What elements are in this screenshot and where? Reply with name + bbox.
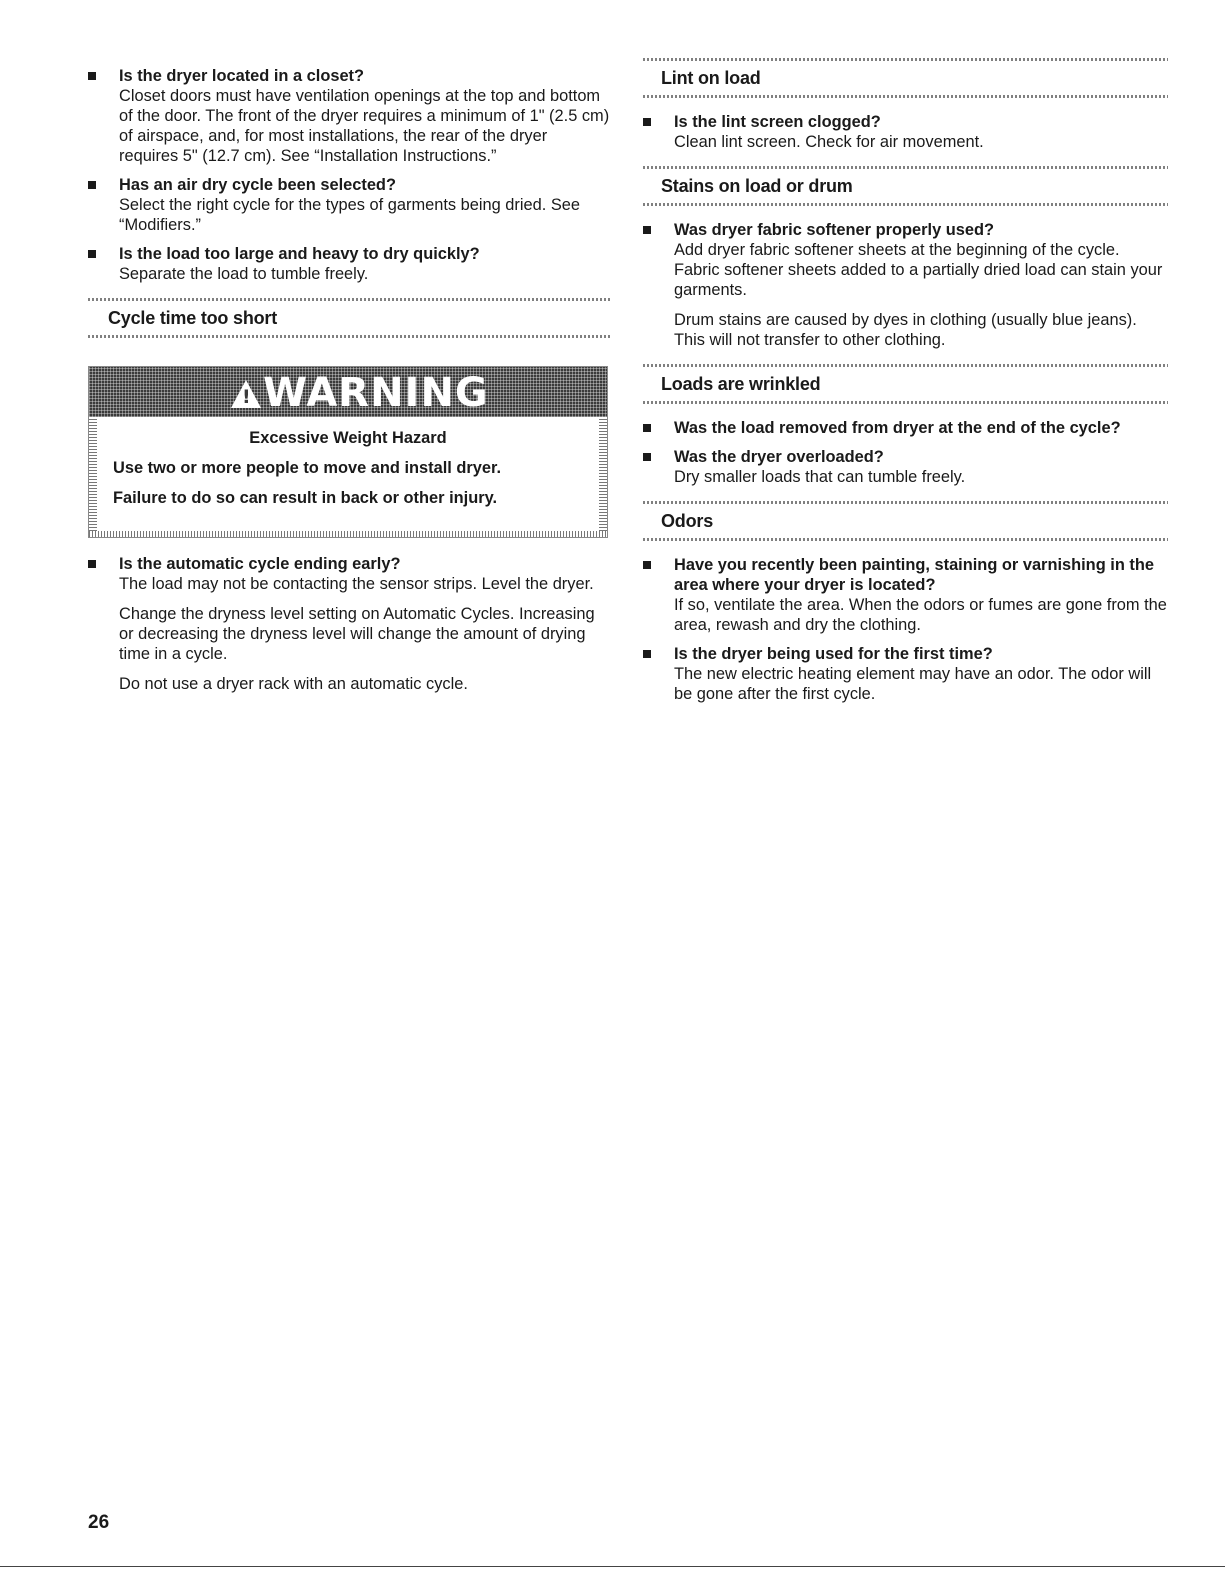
list-item: [643, 220, 1168, 350]
dotted-rule: [643, 58, 1168, 61]
list-item: [643, 555, 1168, 635]
bullet-icon: [643, 453, 651, 461]
dotted-rule: [88, 298, 610, 301]
answer: If so, ventilate the area. When the odors or fumes are gone from the area, rewash and dry the clothing.: [674, 596, 1167, 634]
warning-border-pattern: [599, 417, 607, 531]
answer: Change the dryness level setting on Automatic Cycles. Increasing or decreasing the dryness level will change the amount of drying time in a cycle.: [119, 605, 595, 663]
section-title: Odors: [661, 511, 714, 531]
bullet-icon: [643, 650, 651, 658]
warning-word: WARNING: [263, 370, 489, 416]
question: Was dryer fabric softener properly used?: [674, 221, 995, 239]
dotted-rule: [643, 538, 1168, 541]
bullet-icon: [88, 250, 96, 258]
section-header: [643, 166, 1168, 206]
dotted-rule: [643, 166, 1168, 169]
answer: Dry smaller loads that can tumble freely.: [674, 468, 966, 486]
list-item: [643, 418, 1168, 438]
bullet-icon: [88, 72, 96, 80]
answer: Do not use a dryer rack with an automatic cycle.: [119, 675, 468, 693]
list-item: [88, 66, 610, 166]
warning-border-pattern: [89, 531, 607, 537]
section-title: Lint on load: [661, 68, 761, 88]
list-item: [643, 112, 1168, 152]
answer: Separate the load to tumble freely.: [119, 265, 369, 283]
list-item: [88, 554, 610, 694]
warning-border-pattern: [89, 417, 97, 531]
bullet-icon: [643, 118, 651, 126]
question: Have you recently been painting, staining or varnishing in the area where your dryer is located?: [674, 556, 1154, 594]
list-item: [643, 644, 1168, 704]
dotted-rule: [643, 401, 1168, 404]
question: Is the automatic cycle ending early?: [119, 555, 401, 573]
section-header: [643, 364, 1168, 404]
answer: Select the right cycle for the types of garments being dried. See “Modifiers.”: [119, 196, 581, 234]
question: Is the dryer located in a closet?: [119, 67, 365, 85]
warning-instruction: Use two or more people to move and install dryer.: [113, 459, 502, 477]
dotted-rule: [643, 364, 1168, 367]
bullet-icon: [643, 424, 651, 432]
question: Was the load removed from dryer at the end of the cycle?: [674, 419, 1121, 437]
answer: Add dryer fabric softener sheets at the beginning of the cycle. Fabric softener sheets added to a partially dried load can stain your garments.: [674, 241, 1163, 299]
dotted-rule: [643, 95, 1168, 98]
dotted-rule: [88, 335, 610, 338]
section-header: [88, 298, 610, 338]
warning-box: [88, 366, 608, 538]
answer: The load may not be contacting the sensor strips. Level the dryer.: [119, 575, 594, 593]
answer: The new electric heating element may have an odor. The odor will be gone after the first cycle.: [674, 665, 1152, 703]
list-item: [88, 244, 610, 284]
question: Has an air dry cycle been selected?: [119, 176, 396, 194]
bullet-icon: [643, 561, 651, 569]
dotted-rule: [643, 501, 1168, 504]
question: Was the dryer overloaded?: [674, 448, 884, 466]
list-item: [643, 447, 1168, 487]
warning-consequence: Failure to do so can result in back or other injury.: [113, 489, 498, 507]
section-title: Stains on load or drum: [661, 176, 853, 196]
answer: Closet doors must have ventilation openings at the top and bottom of the door. The front of the dryer requires a minimum of 1" (2.5 cm) of airspace, and, for most installations, the rear of the dryer requires 5" (12.7 cm). See “Installation Instructions.”: [119, 87, 610, 165]
warning-triangle-icon: [231, 380, 261, 408]
section-title: Loads are wrinkled: [661, 374, 821, 394]
left-column: [88, 66, 610, 703]
section-title: Cycle time too short: [108, 308, 278, 328]
section-header: [643, 58, 1168, 98]
warning-hazard: Excessive Weight Hazard: [249, 429, 447, 447]
page-number: 26: [88, 1512, 110, 1533]
warning-body: [89, 417, 607, 531]
section-header: [643, 501, 1168, 541]
question: Is the load too large and heavy to dry quickly?: [119, 245, 480, 263]
bullet-icon: [88, 560, 96, 568]
question: Is the lint screen clogged?: [674, 113, 881, 131]
answer: Drum stains are caused by dyes in clothing (usually blue jeans). This will not transfer to other clothing.: [674, 311, 1137, 349]
bullet-icon: [643, 226, 651, 234]
bottom-rule: [0, 1566, 1225, 1567]
right-column: [643, 58, 1168, 713]
bullet-icon: [88, 181, 96, 189]
answer: Clean lint screen. Check for air movement.: [674, 133, 984, 151]
dotted-rule: [643, 203, 1168, 206]
question: Is the dryer being used for the first time?: [674, 645, 993, 663]
warning-banner: [89, 367, 607, 417]
list-item: [88, 175, 610, 235]
